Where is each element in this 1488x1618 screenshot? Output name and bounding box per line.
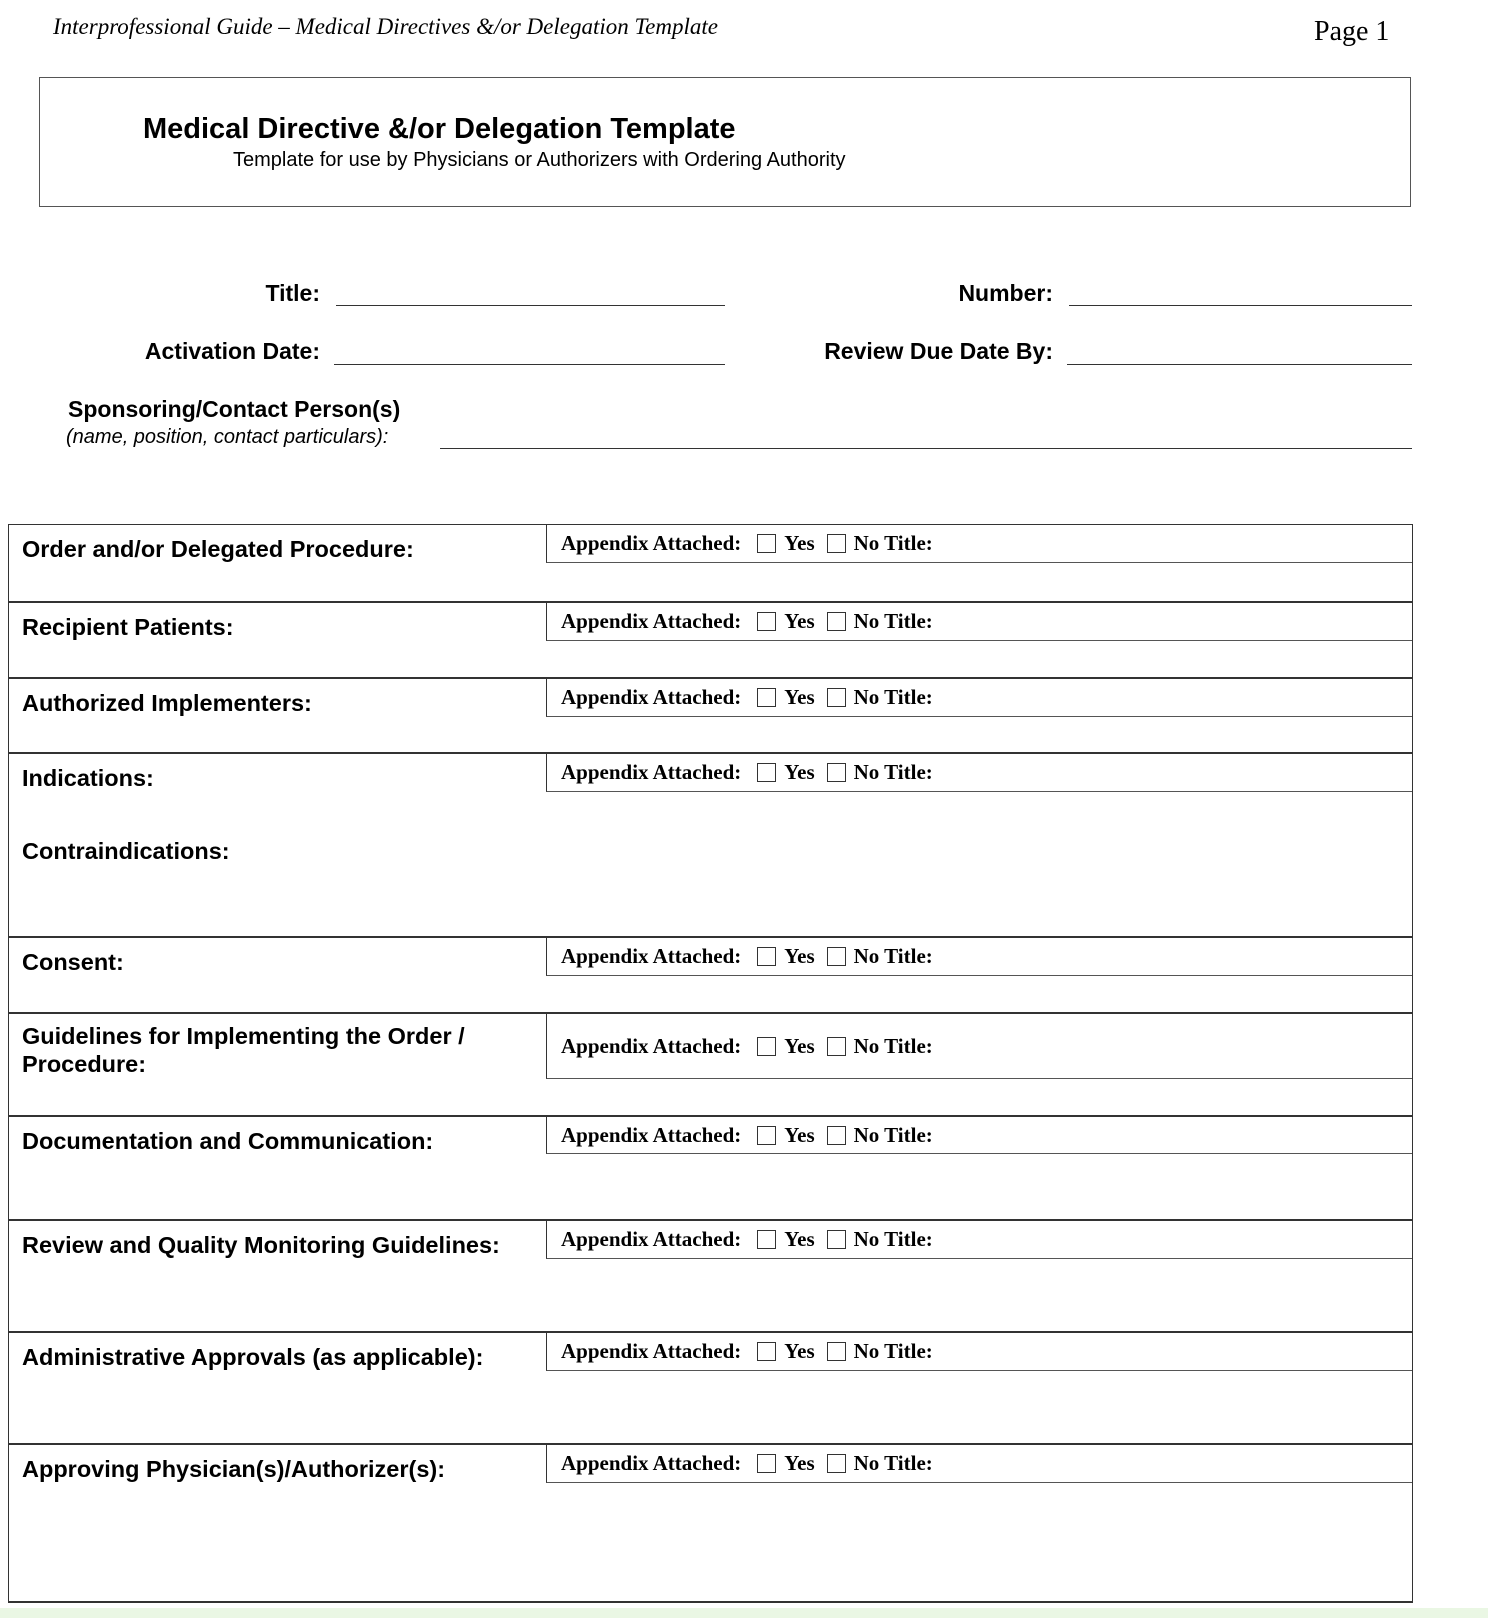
document-title: Medical Directive &/or Delegation Template xyxy=(143,113,736,145)
no-title-label: No Title: xyxy=(853,1451,933,1475)
appendix-box xyxy=(546,679,1412,717)
no-title-label: No Title: xyxy=(853,685,933,709)
yes-checkbox[interactable] xyxy=(757,612,776,631)
no-title-label: No Title: xyxy=(853,609,933,633)
appendix-label: Appendix Attached: xyxy=(561,1339,742,1363)
table-row xyxy=(9,1012,1412,1117)
appendix-box xyxy=(546,938,1412,976)
yes-label: Yes xyxy=(784,1033,815,1058)
appendix-label: Appendix Attached: xyxy=(561,944,742,968)
no-checkbox[interactable] xyxy=(827,1342,846,1361)
appendix-label: Appendix Attached: xyxy=(561,1451,742,1475)
sponsoring-field[interactable] xyxy=(440,448,1412,449)
running-header-title: Interprofessional Guide – Medical Directives &/or Delegation Template xyxy=(53,14,718,39)
row-label: Consent: xyxy=(22,949,124,975)
appendix-label: Appendix Attached: xyxy=(561,685,742,709)
row-label: Indications: xyxy=(22,765,154,791)
appendix-box xyxy=(546,603,1412,641)
yes-checkbox[interactable] xyxy=(757,688,776,707)
no-checkbox[interactable] xyxy=(827,612,846,631)
page-number: Page 1 xyxy=(1314,16,1390,47)
no-title-label: No Title: xyxy=(853,1122,933,1147)
title-field[interactable] xyxy=(336,305,725,306)
bottom-strip xyxy=(0,1608,1488,1618)
row-label: Review and Quality Monitoring Guidelines: xyxy=(22,1232,500,1258)
appendix-box xyxy=(546,1333,1412,1371)
yes-checkbox[interactable] xyxy=(757,947,776,966)
yes-label: Yes xyxy=(784,609,815,633)
no-title-label: No Title: xyxy=(853,531,933,555)
appendix-label: Appendix Attached: xyxy=(561,760,742,784)
appendix-box xyxy=(546,1014,1412,1079)
no-checkbox[interactable] xyxy=(827,763,846,782)
appendix-label: Appendix Attached: xyxy=(561,1033,742,1058)
no-checkbox[interactable] xyxy=(827,1230,846,1249)
row-label: Documentation and Communication: xyxy=(22,1128,434,1154)
no-checkbox[interactable] xyxy=(827,688,846,707)
activation-date-label: Activation Date: xyxy=(144,338,320,364)
sponsoring-label: Sponsoring/Contact Person(s) xyxy=(68,396,401,422)
appendix-label: Appendix Attached: xyxy=(561,531,742,555)
title-label: Title: xyxy=(265,280,320,306)
yes-checkbox[interactable] xyxy=(757,1037,776,1056)
sponsoring-sublabel: (name, position, contact particulars): xyxy=(66,426,389,448)
yes-label: Yes xyxy=(784,1227,815,1251)
yes-label: Yes xyxy=(784,944,815,968)
appendix-box xyxy=(546,525,1412,563)
yes-checkbox[interactable] xyxy=(757,1454,776,1473)
table-row xyxy=(9,601,1412,679)
no-title-label: No Title: xyxy=(853,1033,933,1058)
appendix-label: Appendix Attached: xyxy=(561,609,742,633)
appendix-box xyxy=(546,754,1412,792)
row-extra-label: Contraindications: xyxy=(22,838,230,864)
review-due-field[interactable] xyxy=(1067,364,1412,365)
yes-checkbox[interactable] xyxy=(757,1342,776,1361)
yes-label: Yes xyxy=(784,760,815,784)
number-label: Number: xyxy=(958,280,1053,306)
yes-checkbox[interactable] xyxy=(757,763,776,782)
row-label: Authorized Implementers: xyxy=(22,690,312,716)
appendix-label: Appendix Attached: xyxy=(561,1227,742,1251)
appendix-label: Appendix Attached: xyxy=(561,1122,742,1147)
yes-label: Yes xyxy=(784,1451,815,1475)
table-row xyxy=(9,1443,1412,1605)
yes-label: Yes xyxy=(784,685,815,709)
document-subtitle: Template for use by Physicians or Authorizers with Ordering Authority xyxy=(233,149,846,171)
no-title-label: No Title: xyxy=(853,1339,933,1363)
no-title-label: No Title: xyxy=(853,1227,933,1251)
table-row xyxy=(9,1331,1412,1445)
yes-checkbox[interactable] xyxy=(757,534,776,553)
directive-table xyxy=(8,524,1413,1603)
no-checkbox[interactable] xyxy=(827,1454,846,1473)
row-label: Order and/or Delegated Procedure: xyxy=(22,536,414,562)
row-label: Guidelines for Implementing the Order / Procedure: xyxy=(22,1023,465,1077)
table-row xyxy=(9,1115,1412,1221)
yes-checkbox[interactable] xyxy=(757,1230,776,1249)
number-field[interactable] xyxy=(1069,305,1412,306)
table-row xyxy=(9,677,1412,754)
row-label: Recipient Patients: xyxy=(22,614,234,640)
no-title-label: No Title: xyxy=(853,944,933,968)
table-row xyxy=(9,936,1412,1014)
no-checkbox[interactable] xyxy=(827,534,846,553)
appendix-box xyxy=(546,1221,1412,1259)
table-row xyxy=(9,1219,1412,1333)
activation-date-field[interactable] xyxy=(334,364,725,365)
no-checkbox[interactable] xyxy=(827,1037,846,1056)
row-label: Administrative Approvals (as applicable): xyxy=(22,1344,484,1370)
yes-checkbox[interactable] xyxy=(757,1126,776,1145)
appendix-box xyxy=(546,1117,1412,1154)
review-due-label: Review Due Date By: xyxy=(824,338,1053,364)
no-checkbox[interactable] xyxy=(827,1126,846,1145)
no-title-label: No Title: xyxy=(853,760,933,784)
table-row xyxy=(9,752,1412,938)
no-checkbox[interactable] xyxy=(827,947,846,966)
table-row xyxy=(9,525,1412,601)
yes-label: Yes xyxy=(784,1122,815,1147)
appendix-box xyxy=(546,1445,1412,1483)
yes-label: Yes xyxy=(784,531,815,555)
yes-label: Yes xyxy=(784,1339,815,1363)
row-label: Approving Physician(s)/Authorizer(s): xyxy=(22,1456,446,1482)
